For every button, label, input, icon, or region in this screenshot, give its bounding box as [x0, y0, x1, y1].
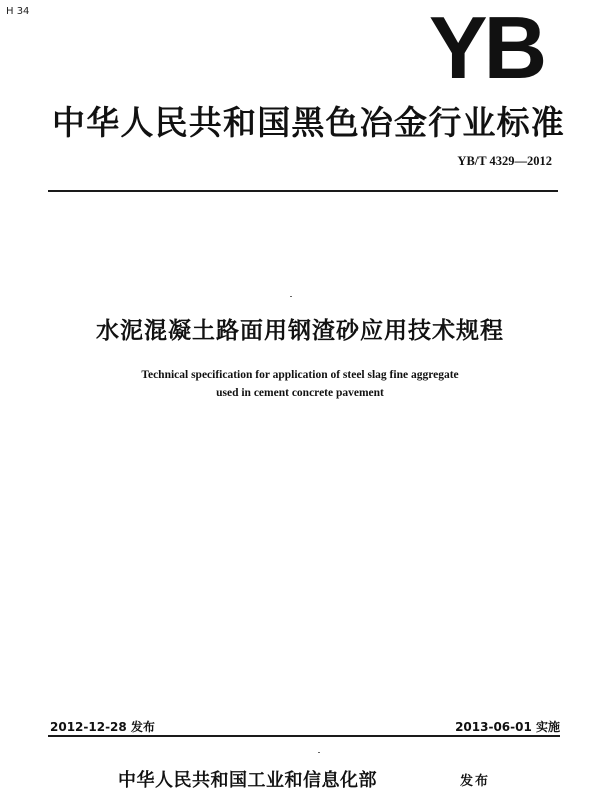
chinese-title: 水泥混凝土路面用钢渣砂应用技术规程 — [96, 318, 504, 344]
yb-logo-text: YB — [428, 10, 544, 84]
english-title — [0, 366, 600, 402]
publish-label: 发布 — [460, 774, 491, 789]
header-divider — [48, 190, 558, 192]
standard-number: YB/T 4329—2012 — [457, 154, 552, 168]
publisher-name: 中华人民共和国工业和信息化部 — [118, 770, 377, 791]
implementation-date: 2013-06-01 实施 — [455, 720, 560, 734]
yb-logo — [412, 10, 560, 84]
english-title-line1: Technical specification for application of steel slag fine aggregate — [141, 369, 459, 381]
classification-code: H 34 — [6, 6, 30, 17]
english-title-line2: used in cement concrete pavement — [216, 387, 384, 399]
scan-speck — [318, 752, 320, 753]
industry-standard-title: 中华人民共和国黑色冶金行业标准 — [52, 103, 565, 142]
footer-divider — [48, 735, 560, 737]
issue-date: 2012-12-28 发布 — [50, 720, 155, 734]
scan-speck — [290, 296, 292, 297]
